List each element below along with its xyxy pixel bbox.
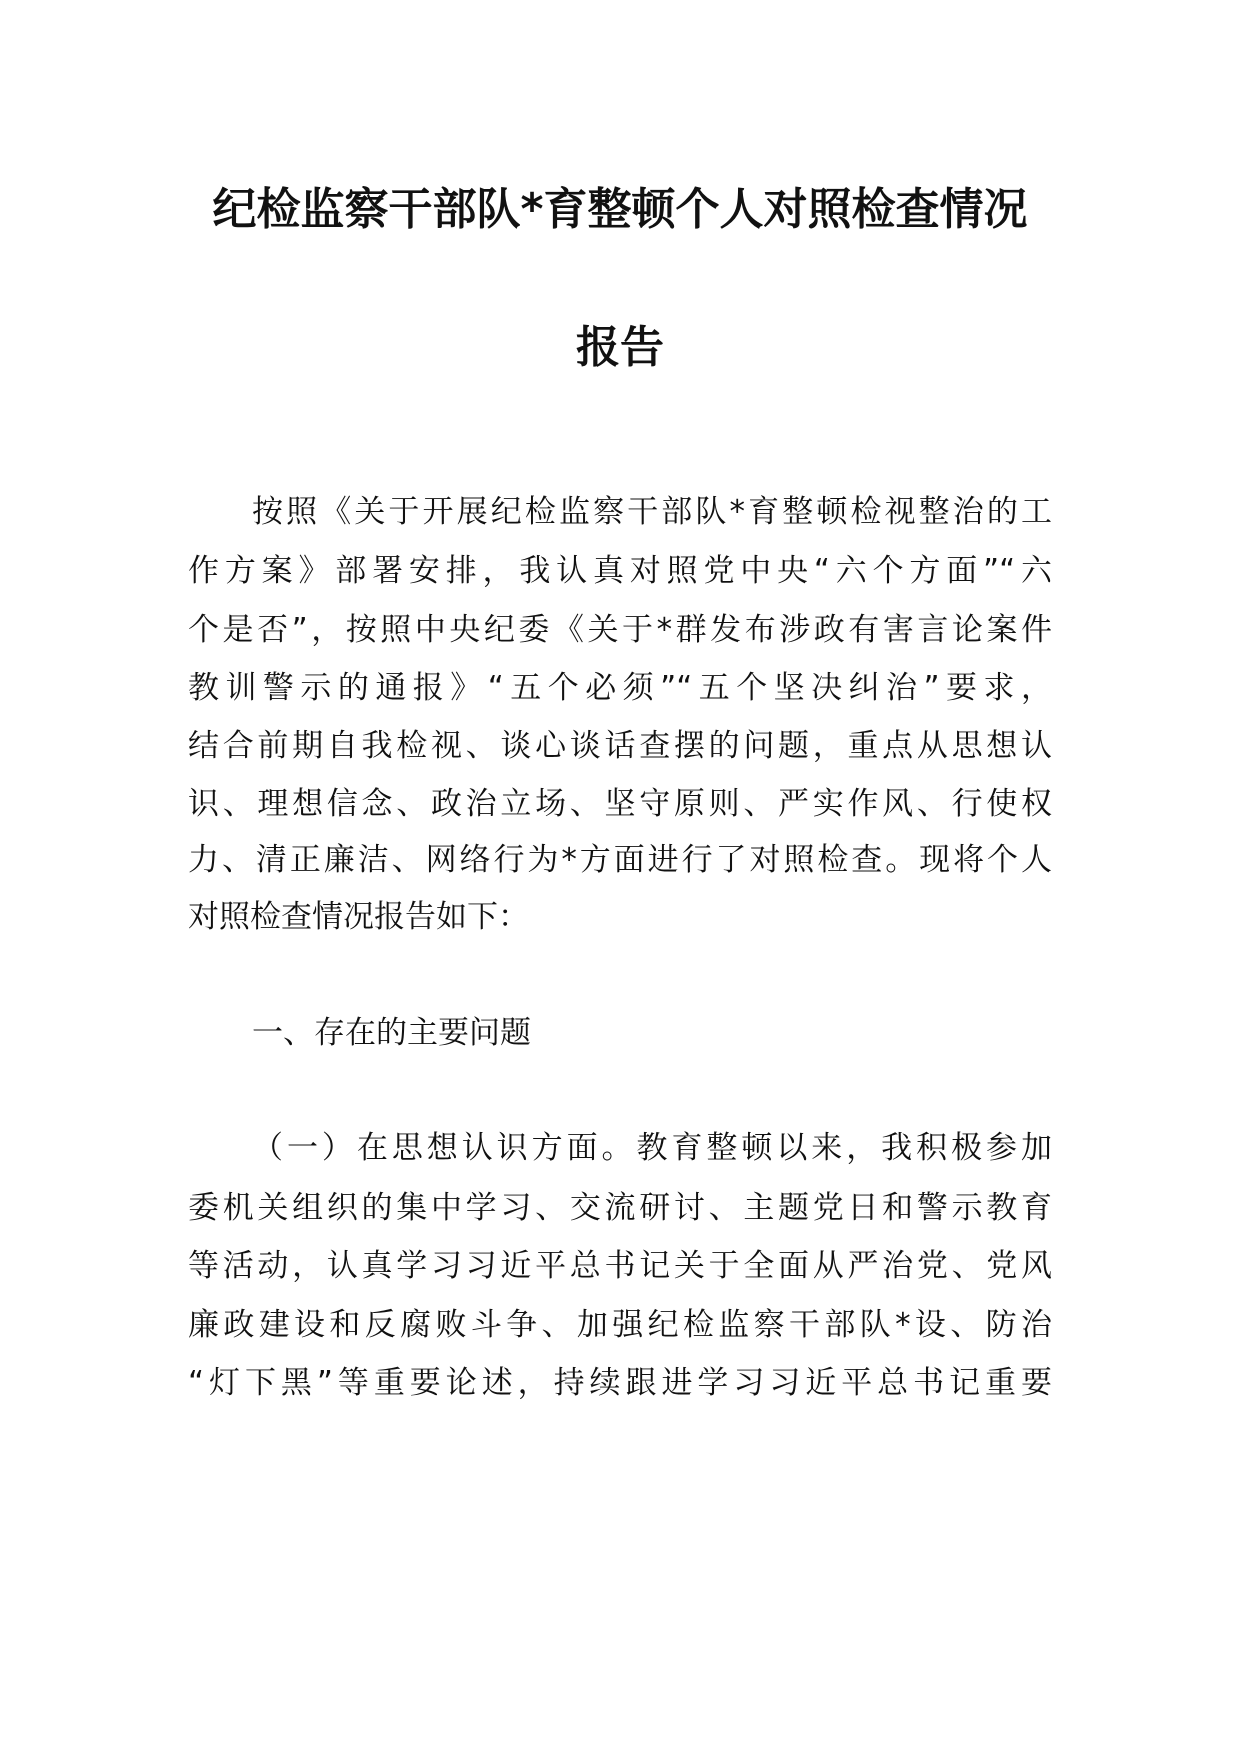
section-heading: 一、存在的主要问题 xyxy=(252,1015,531,1051)
paragraph-line: 个是否”，按照中央纪委《关于*群发布涉政有害言论案件 xyxy=(188,612,1052,648)
paragraph-line: 作方案》部署安排，我认真对照党中央“六个方面”“六 xyxy=(188,553,1052,589)
document-title-line-2: 报告 xyxy=(576,322,664,373)
paragraph-line: 教训警示的通报》“五个必须”“五个坚决纠治”要求， xyxy=(188,670,1052,706)
paragraph-line: 按照《关于开展纪检监察干部队*育整顿检视整治的工 xyxy=(252,494,1052,530)
paragraph-line: 等活动，认真学习习近平总书记关于全面从严治党、党风 xyxy=(188,1248,1052,1284)
paragraph-line: 结合前期自我检视、谈心谈话查摆的问题，重点从思想认 xyxy=(188,728,1052,764)
paragraph-line: 廉政建设和反腐败斗争、加强纪检监察干部队*设、防治 xyxy=(188,1307,1052,1343)
paragraph-line: 力、清正廉洁、网络行为*方面进行了对照检查。现将个人 xyxy=(188,842,1052,878)
paragraph-line: 对照检查情况报告如下： xyxy=(188,899,529,935)
paragraph-line: 委机关组织的集中学习、交流研讨、主题党日和警示教育 xyxy=(188,1190,1052,1226)
paragraph-line: 识、理想信念、政治立场、坚守原则、严实作风、行使权 xyxy=(188,786,1052,822)
paragraph-line: “灯下黑”等重要论述，持续跟进学习习近平总书记重要 xyxy=(188,1365,1052,1401)
paragraph-line: （一）在思想认识方面。教育整顿以来，我积极参加 xyxy=(252,1130,1052,1166)
document-title-line-1: 纪检监察干部队*育整顿个人对照检查情况 xyxy=(212,184,1028,235)
